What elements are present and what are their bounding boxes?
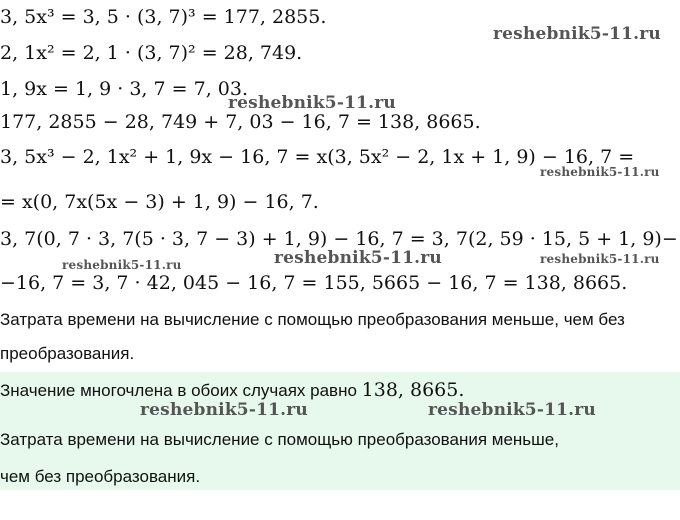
watermark-1: reshebnik5-11.ru <box>493 24 661 44</box>
math-line-6 <box>0 191 319 213</box>
math-line-1 <box>0 6 326 28</box>
math-line-4 <box>0 111 481 133</box>
math-line-2-text: 2, 1x² = 2, 1 · (3, 7)² = 28, 749. <box>0 42 303 64</box>
watermark-5: reshebnik5-11.ru <box>274 248 442 268</box>
math-line-4-text: 177, 2855 − 28, 749 + 7, 03 − 16, 7 = 138, 8665. <box>0 111 481 133</box>
watermark-3: reshebnik5-11.ru <box>540 165 660 179</box>
watermark-8: reshebnik5-11.ru <box>428 400 596 420</box>
paragraph-3-line-1: Затрата времени на вычисление с помощью преобразования меньше, <box>0 430 559 449</box>
paragraph-1-line-2: преобразования. <box>0 344 135 363</box>
watermark-2: reshebnik5-11.ru <box>228 93 396 113</box>
watermark-4: reshebnik5-11.ru <box>62 258 182 272</box>
watermark-7: reshebnik5-11.ru <box>140 400 308 420</box>
math-line-5-text: 3, 5x³ − 2, 1x² + 1, 9x − 16, 7 = x(3, 5x² − 2, 1x + 1, 9) − 16, 7 = <box>0 146 635 168</box>
paragraph-2 <box>0 379 464 401</box>
math-line-8-text: −16, 7 = 3, 7 · 42, 045 − 16, 7 = 155, 5665 − 16, 7 = 138, 8665. <box>0 272 628 294</box>
math-line-1-text: 3, 5x³ = 3, 5 · (3, 7)³ = 177, 2855. <box>0 6 327 28</box>
math-line-7 <box>0 228 678 250</box>
math-line-8 <box>0 272 627 294</box>
paragraph-1-line-1: Затрата времени на вычисление с помощью преобразования меньше, чем без <box>0 310 625 329</box>
paragraph-3-line-2: чем без преобразования. <box>0 467 201 486</box>
math-line-3 <box>0 78 248 100</box>
math-line-6-text: = x(0, 7x(5x − 3) + 1, 9) − 16, 7. <box>0 191 319 213</box>
paragraph-2-prefix: Значение многочлена в обоих случаях равно <box>0 381 362 400</box>
math-line-2 <box>0 42 302 64</box>
paragraph-2-value: 138, 8665. <box>361 379 465 401</box>
math-line-7-text: 3, 7(0, 7 · 3, 7(5 · 3, 7 − 3) + 1, 9) − 16, 7 = 3, 7(2, 59 · 15, 5 + 1, 9)− <box>0 228 678 250</box>
watermark-6: reshebnik5-11.ru <box>540 252 660 266</box>
math-line-3-text: 1, 9x = 1, 9 · 3, 7 = 7, 03. <box>0 78 248 100</box>
